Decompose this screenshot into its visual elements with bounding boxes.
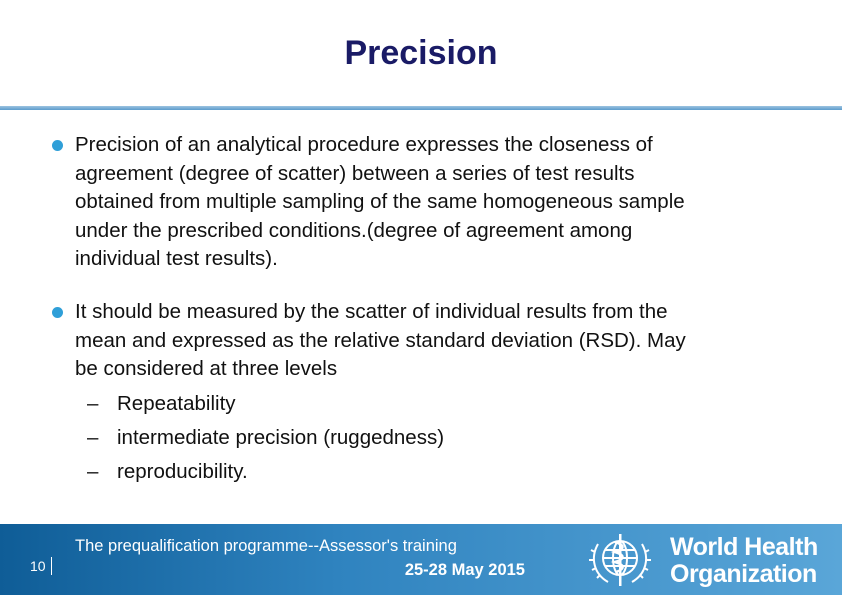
sub-item-repeatability [87,387,236,421]
sub-item-label: intermediate precision (ruggedness) [117,426,445,449]
footer-date: 25-28 May 2015 [404,561,525,579]
who-emblem-icon [584,528,656,592]
bullet-1 [75,131,805,274]
title-divider [0,106,842,110]
sub-item-label: reproducibility. [117,460,248,483]
sub-item-intermediate-precision [87,421,444,455]
bullet-dot-icon [52,307,63,318]
bullet-line: It should be measured by the scatter of individual results from the [75,300,668,323]
slide-title: Precision [344,34,498,72]
org-name-line1: World Health [670,533,818,561]
org-name-line2: Organization [670,560,817,588]
footer-programme-title: The prequalification programme--Assessor's training [75,537,457,555]
bullet-2 [75,298,805,384]
dash-marker: – [87,460,99,483]
page-number-divider [51,557,52,575]
sub-item-label: Repeatability [117,392,236,415]
bullet-line: mean and expressed as the relative standard deviation (RSD). May [75,328,686,352]
bullet-dot-icon [52,140,63,151]
bullet-line: be considered at three levels [75,357,338,380]
sub-item-reproducibility [87,455,248,489]
bullet-line: under the prescribed conditions.(degree of agreement among [75,218,633,242]
footer-bar [0,524,842,595]
dash-marker: – [87,392,99,415]
dash-marker: – [87,426,99,449]
bullet-line: individual test results). [75,247,278,270]
bullet-line: obtained from multiple sampling of the same homogeneous sample [75,190,685,213]
who-wordmark [670,534,818,588]
page-number: 10 [30,558,46,574]
bullet-line: Precision of an analytical procedure expresses the closeness of [75,133,653,156]
bullet-line: agreement (degree of scatter) between a series of test results [75,161,635,185]
